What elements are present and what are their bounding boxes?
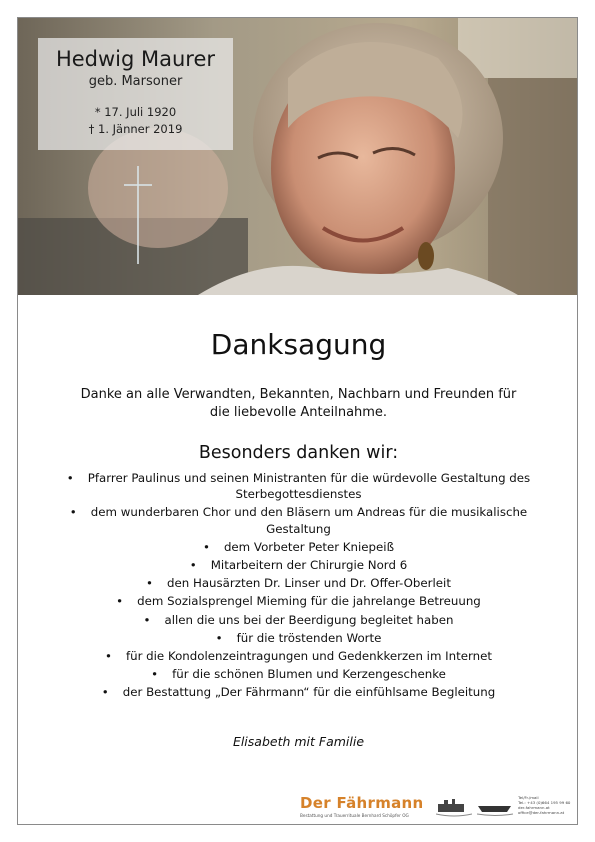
- list-item: • Mitarbeitern der Chirurgie Nord 6: [189, 558, 408, 573]
- bullet-icon: •: [101, 685, 109, 700]
- name-box: [38, 38, 233, 150]
- intro-text: Danke an alle Verwandten, Bekannten, Nachbarn und Freunden für die liebevolle Anteilnahme.: [80, 387, 517, 420]
- bullet-icon: •: [116, 594, 124, 609]
- bullet-icon: •: [143, 612, 151, 627]
- list-item: • allen die uns bei der Beerdigung begleitet haben: [143, 612, 454, 627]
- bullet-icon: •: [151, 667, 159, 682]
- list-item: • dem wunderbaren Chor und den Bläsern um Andreas für die musikalische Gestaltung: [69, 505, 528, 536]
- company-logo: Der Fährmann: [300, 794, 424, 812]
- contact-info: Tel/Fr./mail Tel.: +43 (0)664 195 99 60 der-fahrmann.at office@der-fahrmann.at: [518, 795, 571, 815]
- bullet-icon: •: [189, 558, 197, 573]
- page-title: Danksagung: [210, 328, 387, 361]
- bullet-icon: •: [69, 505, 77, 520]
- maiden-name: geb. Marsoner: [88, 74, 183, 89]
- cross-icon: [124, 166, 152, 264]
- death-date: † 1. Jänner 2019: [88, 122, 183, 136]
- boat-icon: [477, 802, 513, 821]
- life-dates: [38, 104, 233, 138]
- list-item: • dem Sozialsprengel Mieming für die jahrelange Betreuung: [116, 594, 481, 609]
- deceased-name: Hedwig Maurer: [55, 47, 216, 71]
- list-item: • für die tröstenden Worte: [215, 630, 382, 645]
- birth-date: * 17. Juli 1920: [94, 105, 177, 119]
- bullet-icon: •: [202, 539, 210, 554]
- bullet-icon: •: [146, 576, 153, 591]
- list-item: • der Bestattung „Der Fährmann“ für die einfühlsame Begleitung: [101, 685, 496, 700]
- thanks-subtitle: Besonders danken wir:: [198, 443, 399, 463]
- list-item: • Pfarrer Paulinus und seinen Ministranten für die würdevolle Gestaltung des Sterbegottesdienstes: [66, 471, 531, 502]
- company-subline: Bestattung und Trauerrituale Bernhard Schöpfer OG: [300, 813, 409, 818]
- signature: Elisabeth mit Familie: [232, 734, 365, 749]
- bullet-icon: •: [66, 471, 74, 485]
- list-item: • für die schönen Blumen und Kerzengeschenke: [151, 667, 446, 682]
- obituary-card: [17, 17, 578, 825]
- footer-branding: [300, 794, 572, 820]
- list-item: • den Hausärzten Dr. Linser und Dr. Offer-Oberleit: [146, 576, 451, 591]
- ferry-icon: [436, 798, 472, 822]
- bullet-icon: •: [215, 630, 223, 645]
- thanks-list: [58, 470, 539, 703]
- list-item: • dem Vorbeter Peter Kniepeiß: [202, 539, 395, 554]
- list-item: • für die Kondolenzeintragungen und Gedenkkerzen im Internet: [104, 649, 493, 664]
- bullet-icon: •: [104, 649, 112, 664]
